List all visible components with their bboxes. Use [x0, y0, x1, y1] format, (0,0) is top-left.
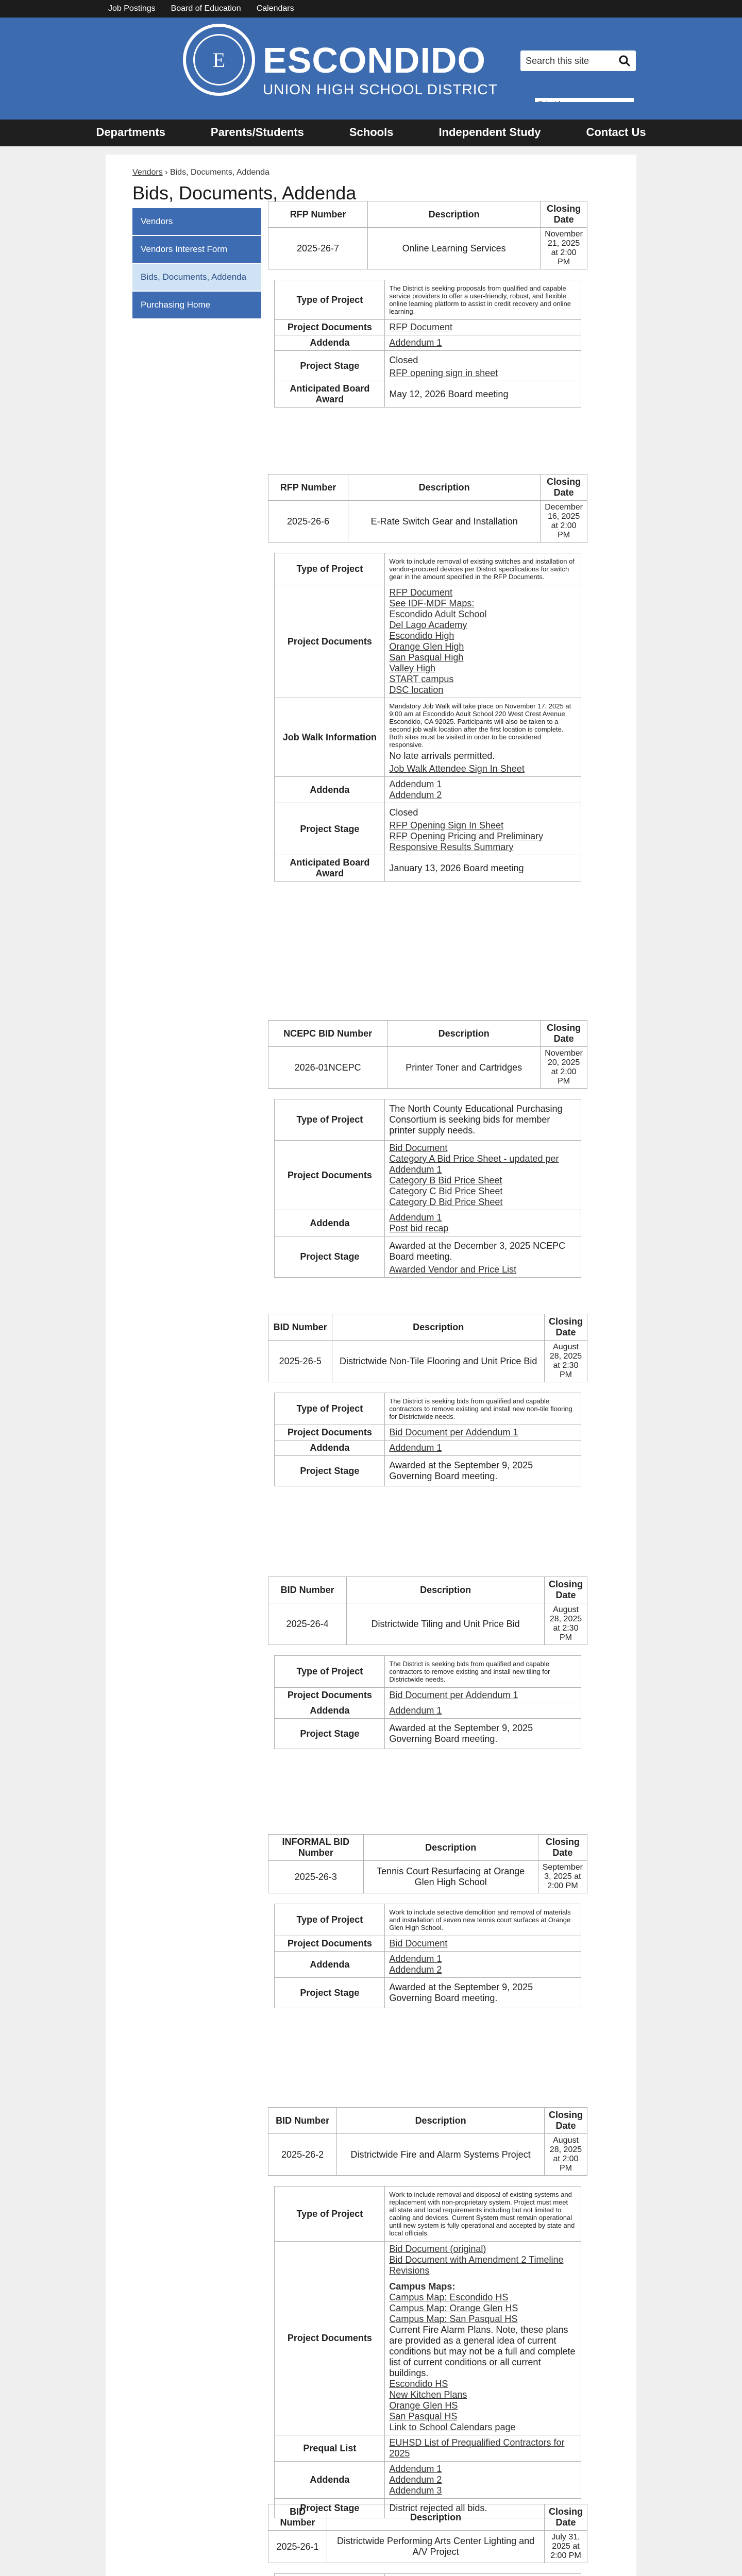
bid-document-link[interactable]: RFP Opening Sign In Sheet — [389, 820, 504, 831]
district-subtitle: UNION HIGH SCHOOL DISTRICT — [263, 81, 498, 97]
bid-number: 2025-26-5 — [268, 1341, 332, 1382]
bid-document-link[interactable]: Bid Document per Addendum 1 — [389, 1690, 518, 1700]
bid-extra-item[interactable]: Current Fire Alarm Plans. Note, these plans are provided as a general idea of current conditions but may not be a full and complete list of current conditions or all current buildings. — [389, 2325, 576, 2378]
bid-description: Online Learning Services — [368, 228, 541, 269]
bid-detail-table — [274, 1393, 581, 1486]
bid-detail-row — [275, 1456, 581, 1486]
bid-description: Districtwide Performing Arts Center Lighting and A/V Project — [327, 2531, 545, 2563]
bid-extra-item[interactable]: Campus Map: San Pasqual HS — [389, 2314, 518, 2324]
bid-number-header: RFP Number — [268, 201, 368, 228]
bid-detail-row — [275, 1688, 581, 1703]
breadcrumb: Vendors › Bids, Documents, Addenda — [132, 168, 269, 177]
bid-detail-row — [275, 2187, 581, 2242]
bid-closing-date-header: Closing Date — [545, 2108, 587, 2134]
bid-document-link[interactable]: Addendum 1 — [389, 1212, 442, 1223]
bid-document-link[interactable]: Addendum 3 — [389, 2485, 442, 2496]
bid-document-link[interactable]: Category C Bid Price Sheet — [389, 1186, 503, 1196]
bid-detail-row — [275, 1099, 581, 1141]
sidebar-item-purchasing-home[interactable]: Purchasing Home — [132, 292, 261, 318]
bid-document-link[interactable]: Bid Document — [389, 1938, 448, 1948]
bid-block — [268, 201, 587, 408]
bid-detail-row — [275, 1703, 581, 1719]
bid-document-link[interactable]: Addendum 2 — [389, 2475, 442, 2485]
bid-detail-label: Prequal List — [275, 2435, 385, 2462]
bid-closing-date: July 31, 2025 at 2:00 PM — [545, 2531, 587, 2563]
bid-detail-text: Work to include removal and disposal of existing systems and replacement with non-proprietary system. Project must meet all state and local requirements including but not limited to cabling and devices. Current System must remain operational until new system is fully operational and accepted by state and local officials. — [389, 2191, 575, 2237]
district-seal-icon[interactable]: E — [183, 24, 255, 96]
bid-document-link[interactable]: DSC location — [389, 685, 444, 695]
bid-closing-date-header: Closing Date — [541, 1021, 587, 1047]
bid-detail-value — [385, 553, 581, 585]
bid-number-header: RFP Number — [268, 474, 348, 501]
bid-document-link[interactable]: Addendum 1 — [389, 337, 442, 348]
bid-number-header: NCEPC BID Number — [268, 1021, 387, 1047]
bid-extra-item[interactable]: Link to School Calendars page — [389, 2422, 516, 2432]
utility-bar — [0, 0, 742, 18]
bid-document-link[interactable]: Category B Bid Price Sheet — [389, 1175, 502, 1185]
bid-detail-label: Project Documents — [275, 320, 385, 335]
bid-number: 2025-26-2 — [268, 2134, 337, 2176]
bid-detail-label: Type of Project — [275, 1904, 385, 1936]
bid-detail-value — [385, 1904, 581, 1936]
bid-detail-text: Awarded at the December 3, 2025 NCEPC Board meeting. — [389, 1241, 566, 1262]
bid-detail-text: No late arrivals permitted. — [389, 751, 495, 761]
bid-document-link[interactable]: Valley High — [389, 663, 436, 673]
bid-description: Districtwide Fire and Alarm Systems Project — [337, 2134, 545, 2176]
bid-detail-row — [275, 280, 581, 320]
bid-detail-text: Work to include selective demolition and removal of materials and installation of seven new tennis court surfaces at Orange Glen High School. — [389, 1908, 571, 1931]
sidebar-item-vendors[interactable]: Vendors — [132, 208, 261, 235]
bid-header-table — [268, 1314, 587, 1382]
bid-detail-label: Addenda — [275, 1703, 385, 1719]
bid-detail-text: Closed — [389, 355, 418, 365]
bid-detail-label: Anticipated Board Award — [275, 381, 385, 408]
bid-closing-date-header: Closing Date — [538, 1835, 587, 1861]
main-nav — [0, 120, 742, 146]
bid-detail-value — [385, 2187, 581, 2242]
bid-description-header: Description — [387, 1021, 541, 1047]
bid-detail-row — [275, 1440, 581, 1456]
bid-detail-text: January 13, 2026 Board meeting — [389, 862, 524, 873]
bid-detail-label: Project Stage — [275, 2499, 385, 2518]
bid-detail-row — [275, 1210, 581, 1236]
bid-detail-text: The District is seeking proposals from qualified and capable service providers to offer a user-friendly, robust, and flexible online learning platform to assist in credit recovery and online learning. — [389, 284, 571, 315]
bid-detail-row — [275, 1978, 581, 2008]
bid-detail-value — [385, 2242, 581, 2435]
bid-detail-label: Addenda — [275, 1210, 385, 1236]
bid-closing-date-header: Closing Date — [545, 1577, 587, 1603]
bid-document-link[interactable]: RFP Document — [389, 322, 453, 332]
bid-detail-value — [385, 585, 581, 698]
bid-detail-value — [385, 335, 581, 351]
bid-detail-text: Work to include removal of existing switches and installation of vendor-procured devices per District specifications for switch gear in the amount specified in the RFP Documents. — [389, 557, 575, 581]
bid-description-header: Description — [363, 1835, 538, 1861]
bid-detail-row — [275, 1904, 581, 1936]
bid-header-table — [268, 201, 587, 269]
bid-detail-label: Job Walk Information — [275, 698, 385, 777]
bid-document-link[interactable]: Addendum 2 — [389, 790, 442, 800]
bid-detail-label: Type of Project — [275, 1099, 385, 1141]
bid-detail-label: Type of Project — [275, 1393, 385, 1425]
bid-extra-item[interactable]: Campus Maps: — [389, 2281, 456, 2292]
bid-document-link[interactable]: See IDF-MDF Maps: — [389, 598, 475, 608]
bid-closing-date: December 16, 2025 at 2:00 PM — [541, 501, 587, 543]
bid-block — [268, 474, 587, 882]
bid-description: Printer Toner and Cartridges — [387, 1047, 541, 1089]
bid-document-link[interactable]: Category D Bid Price Sheet — [389, 1197, 503, 1207]
bid-detail-value — [385, 1393, 581, 1425]
bid-closing-date: November 21, 2025 at 2:00 PM — [541, 228, 587, 269]
bid-detail-value — [385, 1952, 581, 1978]
bid-document-link[interactable]: RFP Opening Pricing and Preliminary Responsive Results Summary — [389, 831, 544, 852]
bid-description-header: Description — [348, 474, 541, 501]
bid-detail-row — [275, 381, 581, 408]
bid-detail-table — [274, 280, 581, 408]
bid-detail-text: Awarded at the September 9, 2025 Governing Board meeting. — [389, 1460, 533, 1481]
bid-detail-label: Addenda — [275, 1952, 385, 1978]
bid-detail-label — [275, 2574, 385, 2576]
bid-header-table — [268, 474, 587, 543]
bid-detail-row — [275, 351, 581, 381]
bid-number: 2025-26-3 — [268, 1861, 364, 1893]
bid-detail-text: Awarded at the September 9, 2025 Governing Board meeting. — [389, 1723, 533, 1744]
bid-detail-row — [275, 1141, 581, 1210]
bid-detail-value — [385, 1456, 581, 1486]
bid-document-link[interactable]: Addendum 1 — [389, 2464, 442, 2474]
bid-detail-label: Type of Project — [275, 553, 385, 585]
bid-detail-label: Addenda — [275, 2462, 385, 2499]
bid-detail-row — [275, 1425, 581, 1440]
search-box[interactable] — [520, 50, 636, 71]
bid-detail-label: Type of Project — [275, 280, 385, 320]
bid-closing-date: September 3, 2025 at 2:00 PM — [538, 1861, 587, 1893]
bid-detail-value — [385, 320, 581, 335]
bid-detail-row — [275, 2574, 581, 2576]
bid-detail-value — [385, 1440, 581, 1456]
bid-number: 2025-26-1 — [268, 2531, 327, 2563]
bid-document-link[interactable]: Addendum 1 — [389, 779, 442, 789]
bid-detail-value — [385, 855, 581, 882]
bid-document-link[interactable]: Addendum 1 — [389, 1443, 442, 1453]
bid-detail-value — [385, 1099, 581, 1141]
bid-description-header: Description — [337, 2108, 545, 2134]
page-title: Bids, Documents, Addenda — [132, 182, 357, 204]
bid-number-header: BID Number — [268, 2504, 327, 2531]
bid-detail-value — [385, 381, 581, 408]
bid-detail-text: The District is seeking bids from qualified and capable contractors to remove existing and install new non-tile flooring for Districtwide needs. — [389, 1397, 572, 1420]
bid-detail-row — [275, 777, 581, 803]
bid-number: 2026-01NCEPC — [268, 1047, 387, 1089]
bid-description-header: Description — [368, 201, 541, 228]
bid-detail-row — [275, 320, 581, 335]
bid-detail-value — [385, 803, 581, 855]
bid-detail-row — [275, 803, 581, 855]
bid-detail-text: May 12, 2026 Board meeting — [389, 388, 509, 399]
district-brand[interactable] — [263, 42, 498, 98]
bid-document-link[interactable]: San Pasqual High — [389, 652, 464, 663]
bid-closing-date: August 28, 2025 at 2:30 PM — [545, 1341, 587, 1382]
breadcrumb-current: Bids, Documents, Addenda — [170, 168, 269, 177]
bid-detail-table — [274, 1904, 581, 2008]
bid-block — [268, 2107, 587, 2518]
bid-detail-value — [385, 1141, 581, 1210]
bid-detail-value — [385, 2462, 581, 2499]
bid-document-link[interactable]: RFP Document — [389, 587, 453, 598]
bid-detail-row — [275, 1719, 581, 1749]
bid-detail-value — [385, 698, 581, 777]
bid-detail-value — [385, 1703, 581, 1719]
bid-document-link[interactable]: EUHSD List of Prequalified Contractors for 2025 — [389, 2437, 565, 2459]
bid-detail-row — [275, 855, 581, 882]
bid-extra-item[interactable]: Orange Glen HS — [389, 2400, 458, 2411]
bid-detail-row — [275, 1936, 581, 1952]
bid-detail-value — [385, 351, 581, 381]
bid-document-link[interactable]: Job Walk Attendee Sign In Sheet — [389, 764, 525, 774]
bid-detail-table — [274, 2186, 581, 2518]
bid-document-link[interactable]: Category A Bid Price Sheet - updated per Addendum 1 — [389, 1154, 559, 1175]
utility-link-job-postings[interactable]: Job Postings — [108, 4, 156, 13]
bid-detail-label: Project Documents — [275, 1141, 385, 1210]
bid-detail-label: Project Stage — [275, 1456, 385, 1486]
bid-extra-item[interactable]: San Pasqual HS — [389, 2411, 458, 2421]
bid-closing-date: November 20, 2025 at 2:00 PM — [541, 1047, 587, 1089]
bid-description: E-Rate Switch Gear and Installation — [348, 501, 541, 543]
bid-detail-label: Type of Project — [275, 2187, 385, 2242]
bid-detail-label: Addenda — [275, 1440, 385, 1456]
bid-detail-row — [275, 2242, 581, 2435]
bid-detail-text: Awarded at the September 9, 2025 Governing Board meeting. — [389, 1982, 533, 2003]
bid-detail-value — [385, 1425, 581, 1440]
bid-document-link[interactable]: Bid Document — [389, 1143, 448, 1153]
bid-document-link[interactable]: Escondido Adult School — [389, 609, 487, 619]
bid-extra-item[interactable]: New Kitchen Plans — [389, 2389, 467, 2400]
bid-detail-value — [385, 1719, 581, 1749]
bid-number: 2025-26-4 — [268, 1603, 347, 1645]
bid-detail-row — [275, 1952, 581, 1978]
bid-block — [268, 2504, 587, 2576]
bid-detail-label: Project Documents — [275, 2242, 385, 2435]
bid-detail-label: Project Documents — [275, 585, 385, 698]
bid-header-table — [268, 2504, 587, 2563]
bid-detail-table — [274, 2573, 581, 2576]
bid-document-link[interactable]: Del Lago Academy — [389, 620, 467, 630]
bid-document-link[interactable]: Escondido High — [389, 631, 454, 641]
bid-detail-value — [385, 280, 581, 320]
bid-detail-row — [275, 585, 581, 698]
bid-detail-label: Project Documents — [275, 1425, 385, 1440]
bid-detail-table — [274, 1099, 581, 1278]
bid-detail-value — [385, 1936, 581, 1952]
utility-link-board[interactable]: Board of Education — [171, 4, 241, 13]
bid-number-header: BID Number — [268, 1577, 347, 1603]
sidebar — [132, 208, 261, 319]
bid-block — [268, 1577, 587, 1749]
bid-detail-label: Project Stage — [275, 1236, 385, 1278]
utility-link-calendars[interactable]: Calendars — [256, 4, 294, 13]
bid-description: Districtwide Non-Tile Flooring and Unit Price Bid — [332, 1341, 545, 1382]
sidebar-item-bids-documents[interactable]: Bids, Documents, Addenda — [132, 264, 261, 291]
bid-detail-value — [385, 777, 581, 803]
bid-description-header: Description — [332, 1314, 545, 1341]
bid-document-link[interactable]: Post bid recap — [389, 1223, 449, 1233]
bid-detail-label: Addenda — [275, 777, 385, 803]
bid-detail-label: Project Stage — [275, 803, 385, 855]
bid-document-link[interactable]: Addendum 2 — [389, 1964, 442, 1975]
bid-detail-text: District rejected all bids. — [389, 2503, 487, 2513]
bid-extra-item[interactable]: Escondido HS — [389, 2379, 448, 2389]
bid-number-header: BID Number — [268, 2108, 337, 2134]
bid-detail-label: Project Stage — [275, 1719, 385, 1749]
bid-description-header: Description — [347, 1577, 545, 1603]
bid-closing-date-header: Closing Date — [545, 1314, 587, 1341]
bid-detail-value — [385, 2574, 581, 2576]
bid-closing-date: August 28, 2025 at 2:00 PM — [545, 2134, 587, 2176]
bid-closing-date: August 28, 2025 at 2:30 PM — [545, 1603, 587, 1645]
bid-detail-row — [275, 2435, 581, 2462]
bid-detail-table — [274, 553, 581, 882]
bid-number-header: INFORMAL BID Number — [268, 1835, 364, 1861]
nav-departments[interactable]: Departments — [96, 126, 165, 139]
bid-block — [268, 1020, 587, 1278]
bid-detail-text: The North County Educational Purchasing Consortium is seeking bids for member printer supply needs. — [389, 1104, 563, 1136]
bid-detail-row — [275, 698, 581, 777]
bid-detail-row — [275, 335, 581, 351]
bid-number: 2025-26-6 — [268, 501, 348, 543]
bid-description: Districtwide Tiling and Unit Price Bid — [347, 1603, 545, 1645]
bid-block — [268, 1834, 587, 2008]
bid-detail-label: Project Documents — [275, 1936, 385, 1952]
bid-detail-row — [275, 1393, 581, 1425]
bid-detail-row — [275, 553, 581, 585]
bid-detail-row — [275, 2462, 581, 2499]
search-input[interactable]: Search this site — [526, 55, 589, 66]
bid-number: 2025-26-7 — [268, 228, 368, 269]
bid-header-table — [268, 2107, 587, 2176]
bid-block — [268, 1314, 587, 1486]
bid-detail-label: Addenda — [275, 335, 385, 351]
nav-independent-study[interactable]: Independent Study — [439, 126, 541, 139]
bid-detail-text: Closed — [389, 807, 418, 818]
bid-closing-date-header: Closing Date — [541, 201, 587, 228]
bid-detail-value — [385, 1210, 581, 1236]
district-name: ESCONDIDO — [263, 40, 486, 80]
bid-document-link[interactable]: Bid Document (original) — [389, 2244, 486, 2254]
search-icon[interactable] — [618, 55, 631, 67]
bid-detail-value — [385, 1236, 581, 1278]
bid-detail-row — [275, 1236, 581, 1278]
bid-detail-label: Type of Project — [275, 1656, 385, 1688]
bid-detail-value — [385, 1656, 581, 1688]
nav-contact-us[interactable]: Contact Us — [586, 126, 646, 139]
sidebar-item-vendors-interest-form[interactable]: Vendors Interest Form — [132, 236, 261, 263]
content-card — [106, 155, 636, 2576]
bid-detail-label: Project Stage — [275, 1978, 385, 2008]
bid-closing-date-header: Closing Date — [541, 474, 587, 501]
bid-detail-value — [385, 1978, 581, 2008]
breadcrumb-vendors-link[interactable]: Vendors — [132, 168, 163, 177]
bid-detail-value — [385, 1688, 581, 1703]
bid-number-header: BID Number — [268, 1314, 332, 1341]
bid-document-link[interactable]: Orange Glen High — [389, 641, 464, 652]
bid-detail-value — [385, 2435, 581, 2462]
bid-detail-label: Project Documents — [275, 1688, 385, 1703]
bid-detail-label: Anticipated Board Award — [275, 855, 385, 882]
bid-document-link[interactable]: Awarded Vendor and Price List — [389, 1264, 517, 1275]
bid-document-link[interactable]: Addendum 1 — [389, 1954, 442, 1964]
bid-detail-row — [275, 1656, 581, 1688]
bid-document-link[interactable]: RFP opening sign in sheet — [389, 368, 498, 378]
nav-parents-students[interactable]: Parents/Students — [210, 126, 304, 139]
bid-document-link[interactable]: Bid Document with Amendment 2 Timeline Revisions — [389, 2255, 564, 2276]
bid-header-table — [268, 1577, 587, 1645]
bid-document-link[interactable]: Bid Document per Addendum 1 — [389, 1427, 518, 1437]
bid-extra-item[interactable]: Campus Map: Escondido HS — [389, 2292, 509, 2302]
bid-description-header: Description — [327, 2504, 545, 2531]
bid-document-link[interactable]: Addendum 1 — [389, 1705, 442, 1716]
bid-description: Tennis Court Resurfacing at Orange Glen High School — [363, 1861, 538, 1893]
bid-closing-date-header: Closing Date — [545, 2504, 587, 2531]
bid-document-link[interactable]: START campus — [389, 674, 454, 684]
bid-detail-table — [274, 1655, 581, 1749]
nav-schools[interactable]: Schools — [349, 126, 394, 139]
bid-extra-item[interactable]: Campus Map: Orange Glen HS — [389, 2303, 518, 2313]
bid-detail-text: Mandatory Job Walk will take place on November 17, 2025 at 9:00 am at Escondido Adult School 220 West Crest Avenue Escondido, CA 92025. Participants will also be taken to a second job walk location after the first location is complete. Both sites must be visited in order to be considered responsive. — [389, 702, 571, 749]
bid-detail-label: Project Stage — [275, 351, 385, 381]
bid-detail-text: The District is seeking bids from qualified and capable contractors to remove existing and install new tiling for Districtwide needs. — [389, 1660, 550, 1683]
bid-header-table — [268, 1834, 587, 1893]
bid-header-table — [268, 1020, 587, 1089]
